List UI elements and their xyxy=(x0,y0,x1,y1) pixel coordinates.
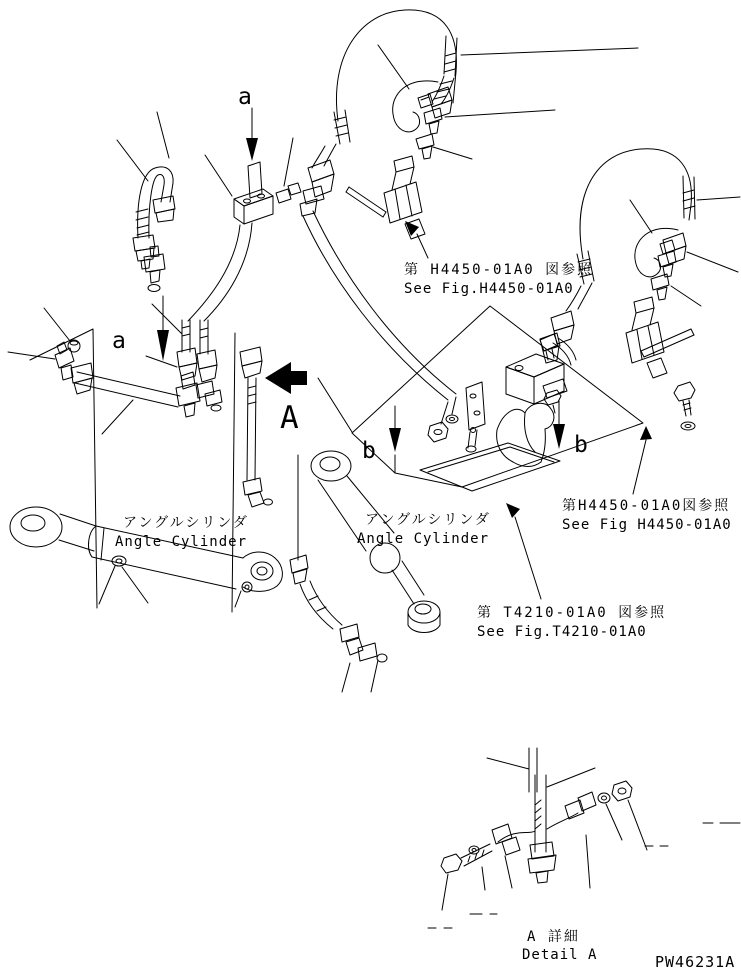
view-marker-b-left: b xyxy=(362,438,376,464)
cylinder-left-label-jp: アングルシリンダ xyxy=(123,515,249,531)
ref-bottom-en: See Fig.T4210-01A0 xyxy=(477,624,647,640)
right-valve-assembly xyxy=(626,297,695,494)
detail-a-assembly xyxy=(428,748,740,928)
upper-left-tube-assembly xyxy=(117,112,175,292)
view-marker-a-left: a xyxy=(112,328,126,354)
cylinder-left-label-en: Angle Cylinder xyxy=(115,534,248,550)
detail-a-label-jp: A 詳細 xyxy=(527,929,580,945)
guard-and-tray xyxy=(420,403,560,599)
left-tube-and-fittings xyxy=(8,304,273,507)
cylinder-center-label-en: Angle Cylinder xyxy=(357,531,490,547)
section-marker-A: A xyxy=(280,400,299,436)
detail-a-label-en: Detail A xyxy=(522,947,598,963)
ref-top-en: See Fig.H4450-01A0 xyxy=(404,281,574,297)
angle-cylinder-center xyxy=(290,451,440,692)
cylinder-center-label-jp: アングルシリンダ xyxy=(365,512,491,528)
view-marker-b-right: b xyxy=(574,432,588,458)
manifold-block-assembly xyxy=(428,334,576,452)
center-hose-loop xyxy=(300,10,638,216)
ref-top-jp: 第 H4450-01A0 図参照 xyxy=(404,262,594,278)
ref-bottom-jp: 第 T4210-01A0 図参照 xyxy=(477,605,667,621)
drawing-code: PW46231A xyxy=(655,953,736,971)
ref-right-jp: 第H4450-01A0図参照 xyxy=(562,498,731,514)
center-valve-assembly xyxy=(346,156,428,258)
ref-right-en: See Fig H4450-01A0 xyxy=(562,517,732,533)
right-hose-loop xyxy=(540,149,740,363)
view-marker-a-top: a xyxy=(238,84,252,110)
